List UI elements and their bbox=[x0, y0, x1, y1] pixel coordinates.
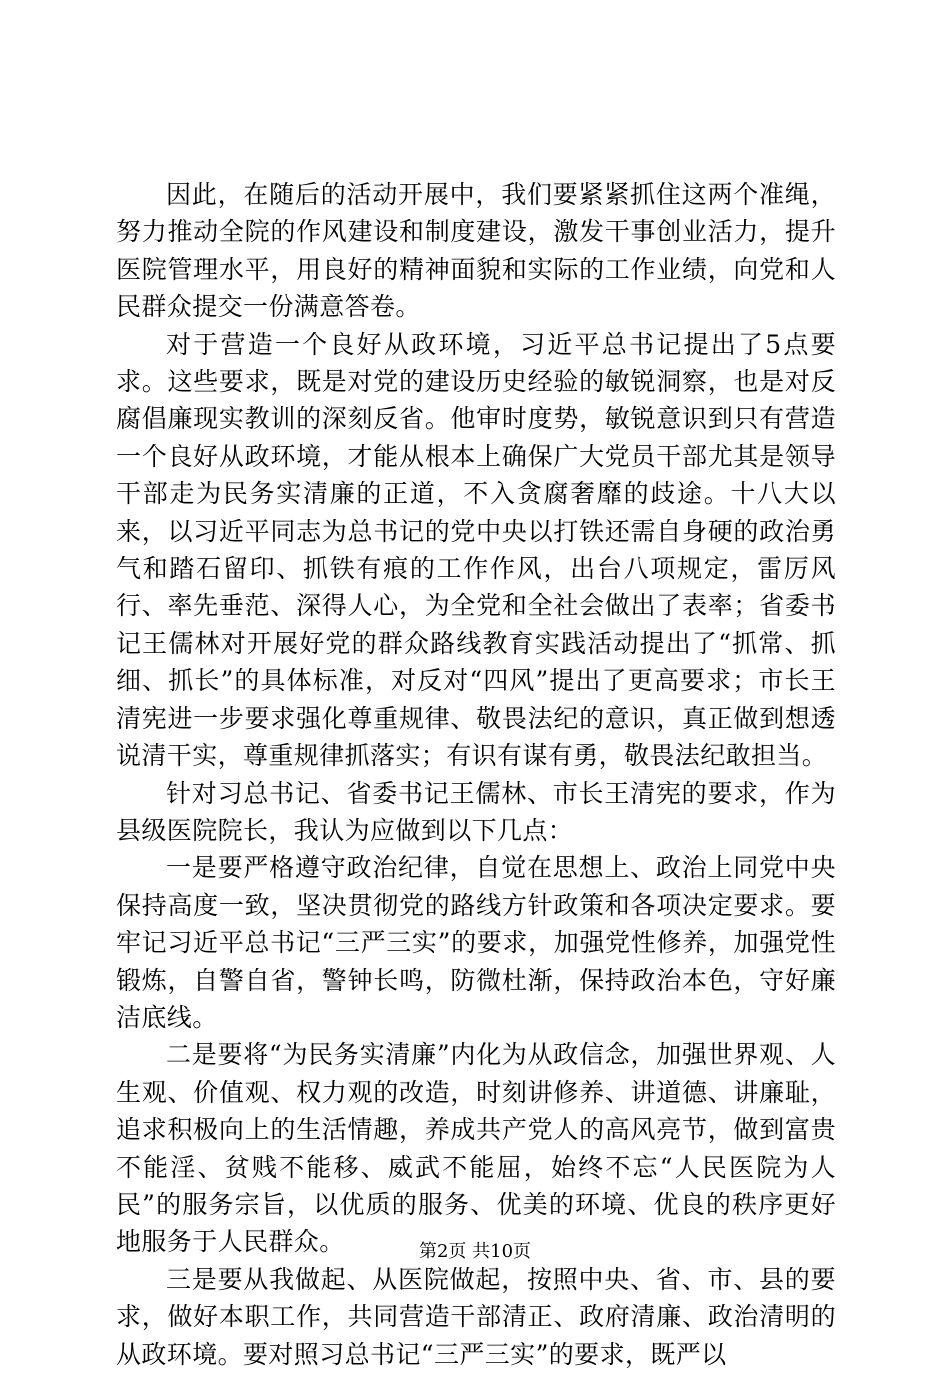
page-number: 第2页 bbox=[418, 1241, 467, 1262]
paragraph-4: 一是要严格遵守政治纪律，自觉在思想上、政治上同党中央保持高度一致，坚决贯彻党的路线方针政策和各项决定要求。要牢记习近平总书记“三严三实”的要求，加强党性修养，加强党性锻炼，自警自省，警钟长鸣，防微杜渐，保持政治本色，守好廉洁底线。 bbox=[116, 853, 836, 1032]
paragraph-3: 针对习总书记、省委书记王儒林、市长王清宪的要求，作为县级医院院长，我认为应做到以下几点： bbox=[116, 778, 836, 845]
paragraph-6: 三是要从我做起、从医院做起，按照中央、省、市、县的要求，做好本职工作，共同营造干部清正、政府清廉、政治清明的从政环境。要对照习总书记“三严三实”的要求，既严以 bbox=[116, 1264, 836, 1369]
page-total: 共10页 bbox=[472, 1241, 532, 1262]
document-body bbox=[116, 176, 836, 1373]
page-footer bbox=[0, 1240, 950, 1264]
paragraph-1: 因此，在随后的活动开展中，我们要紧紧抓住这两个准绳，努力推动全院的作风建设和制度建设，激发干事创业活力，提升医院管理水平，用良好的精神面貌和实际的工作业绩，向党和人民群众提交一份满意答卷。 bbox=[116, 180, 836, 322]
paragraph-5: 二是要将“为民务实清廉”内化为从政信念，加强世界观、人生观、价值观、权力观的改造，时刻讲修养、讲道德、讲廉耻，追求积极向上的生活情趣，养成共产党人的高风亮节，做到富贵不能淫、贫贱不能移、威武不能屈，始终不忘“人民医院为人民”的服务宗旨，以优质的服务、优美的环境、优良的秩序更好地服务于人民群众。 bbox=[116, 1040, 836, 1257]
paragraph-2: 对于营造一个良好从政环境，习近平总书记提出了5点要求。这些要求，既是对党的建设历史经验的敏锐洞察，也是对反腐倡廉现实教训的深刻反省。他审时度势，敏锐意识到只有营造一个良好从政环境，才能从根本上确保广大党员干部尤其是领导干部走为民务实清廉的正道，不入贪腐奢靡的歧途。十八大以来，以习近平同志为总书记的党中央以打铁还需自身硬的政治勇气和踏石留印、抓铁有痕的工作作风，出台八项规定，雷厉风行、率先垂范、深得人心，为全党和全社会做出了表率；省委书记王儒林对开展好党的群众路线教育实践活动提出了“抓常、抓细、抓长”的具体标准，对反对“四风”提出了更高要求；市长王清宪进一步要求强化尊重规律、敬畏法纪的意识，真正做到想透说清干实，尊重规律抓落实；有识有谋有勇，敬畏法纪敢担当。 bbox=[116, 329, 836, 771]
